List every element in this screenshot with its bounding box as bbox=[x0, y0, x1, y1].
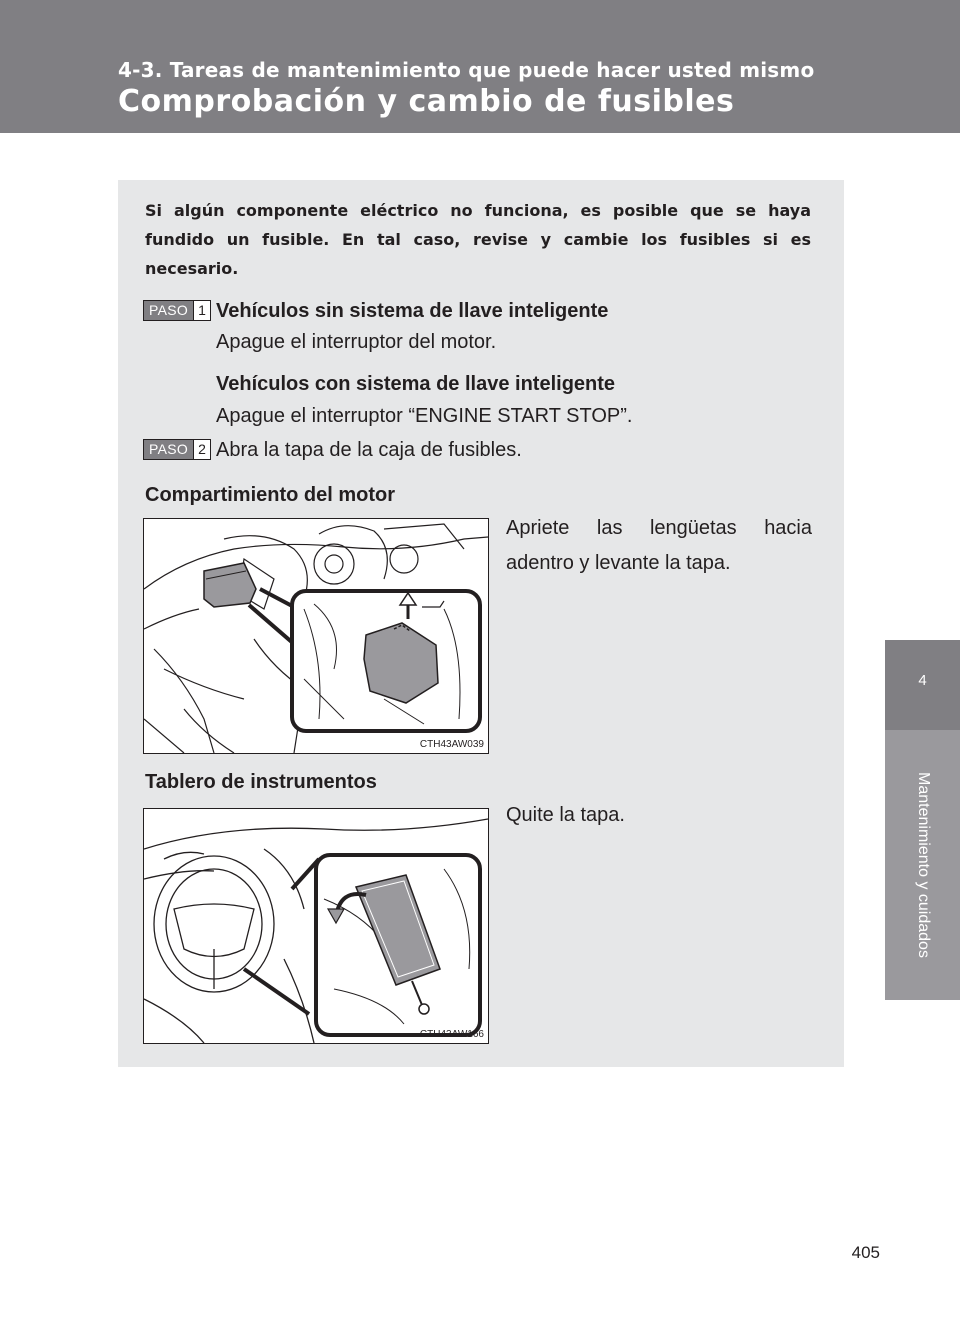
instrument-panel-figure bbox=[143, 808, 489, 1044]
instrument-figure-code: CTH43AW166 bbox=[419, 1029, 484, 1040]
page-title: Comprobación y cambio de fusibles bbox=[118, 84, 735, 119]
instrument-section-instruction: Quite la tapa. bbox=[506, 804, 625, 826]
chapter-label: Mantenimiento y cuidados bbox=[914, 772, 932, 958]
step-2-badge-word: PASO bbox=[144, 440, 193, 459]
header-bar bbox=[0, 0, 960, 133]
section-title: 4-3. Tareas de mantenimiento que puede hacer usted mismo bbox=[118, 58, 815, 82]
step-1-text-b: Apague el interruptor “ENGINE START STOP”. bbox=[216, 405, 633, 427]
page-number: 405 bbox=[851, 1243, 880, 1262]
step-1-badge bbox=[143, 300, 211, 321]
step-1-heading-a: Vehículos sin sistema de llave inteligente bbox=[216, 300, 609, 322]
instrument-section-heading: Tablero de instrumentos bbox=[145, 771, 377, 793]
chapter-tab bbox=[885, 640, 960, 730]
engine-fusebox-illustration bbox=[144, 519, 488, 753]
step-1-badge-word: PASO bbox=[144, 301, 193, 320]
engine-section-heading: Compartimiento del motor bbox=[145, 484, 396, 506]
chapter-label-strip bbox=[885, 730, 960, 1000]
step-1-heading-b: Vehículos con sistema de llave inteligente bbox=[216, 373, 616, 395]
instrument-fusebox-illustration bbox=[144, 809, 488, 1043]
engine-compartment-figure bbox=[143, 518, 489, 754]
step-2-badge bbox=[143, 439, 211, 460]
step-1-text-a: Apague el interruptor del motor. bbox=[216, 331, 497, 353]
step-2-text: Abra la tapa de la caja de fusibles. bbox=[216, 439, 522, 461]
intro-text: Si algún componente eléctrico no funciona, es posible que se haya fundido un fusible. En tal caso, revise y cambie los fusibles si es necesario. bbox=[145, 201, 811, 278]
engine-section-instruction: Apriete las lengüetas hacia adentro y levante la tapa. bbox=[506, 517, 812, 574]
step-2-badge-number: 2 bbox=[193, 440, 210, 459]
chapter-number: 4 bbox=[918, 672, 927, 689]
engine-figure-code: CTH43AW039 bbox=[419, 739, 484, 750]
step-1-badge-number: 1 bbox=[193, 301, 210, 320]
